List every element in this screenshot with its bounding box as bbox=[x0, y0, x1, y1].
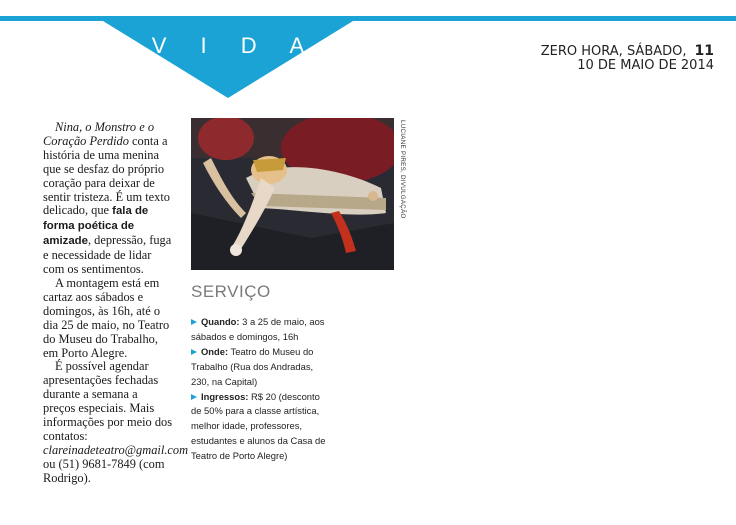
paragraph-1-text-a: conta a história de uma menina que se desfaz do próprio coração para deixar de sentir tristeza. É um texto delicado, que bbox=[43, 133, 170, 218]
play-photo bbox=[191, 118, 394, 270]
page-number: 11 bbox=[694, 43, 714, 59]
triangle-bullet-icon bbox=[191, 319, 197, 325]
paragraph-3-text-a: É possível agendar apresentações fechadas durante a semana a preços especiais. Mais informações por meio dos contatos: bbox=[43, 359, 173, 443]
quando-label: Quando: bbox=[201, 316, 240, 327]
quando-value: 3 a 25 de maio, aos sábados e domingos, 16h bbox=[191, 316, 325, 342]
paragraph-2: A montagem está em cartaz aos sábados e domingos, às 16h, até o dia 25 de maio, no Teatro do Museu do Trabalho, em Porto Alegre. bbox=[43, 275, 170, 360]
ingressos-value: R$ 20 (desconto de 50% para a classe artística, melhor idade, professores, estudantes e alunos da Casa de Teatro de Porto Alegre) bbox=[191, 390, 326, 462]
servico-ingressos bbox=[191, 390, 326, 465]
play-photo-illustration bbox=[191, 118, 394, 270]
dateline-newspaper-day: ZERO HORA, SÁBADO, bbox=[540, 44, 687, 59]
paragraph-3-text-b: ou (51) 9681-7849 (com Rodrigo). bbox=[43, 456, 165, 485]
servico-quando bbox=[191, 315, 326, 345]
contact-email[interactable]: clareinadeteatro@gmail.com bbox=[43, 442, 189, 457]
servico-title: SERVIÇO bbox=[191, 282, 271, 301]
paragraph-1 bbox=[43, 121, 173, 277]
onde-label: Onde: bbox=[201, 345, 229, 357]
dateline-date: 10 DE MAIO DE 2014 bbox=[577, 58, 714, 73]
triangle-bullet-icon bbox=[191, 349, 197, 355]
section-title: V I D A bbox=[151, 33, 319, 58]
triangle-bullet-icon bbox=[191, 394, 197, 400]
photo-credit-text: LUCIANE PIRES, DIVULGAÇÃO bbox=[399, 120, 406, 219]
paragraph-3 bbox=[43, 359, 189, 485]
article-body bbox=[43, 120, 189, 486]
dateline bbox=[541, 44, 714, 73]
play-title: Nina, o Monstro e o Coração Perdido bbox=[43, 120, 155, 148]
servico-onde bbox=[191, 345, 326, 390]
highlight-text: fala de forma poética de amizade bbox=[43, 205, 149, 248]
onde-value: Teatro do Museu do Trabalho (Rua dos Andradas, 230, na Capital) bbox=[191, 345, 314, 387]
ingressos-label: Ingressos: bbox=[201, 390, 249, 402]
paragraph-1-text-b: , depressão, fuga e necessidade de lidar com os sentimentos. bbox=[43, 233, 172, 277]
photo-credit bbox=[396, 120, 408, 240]
servico-box bbox=[191, 315, 326, 464]
